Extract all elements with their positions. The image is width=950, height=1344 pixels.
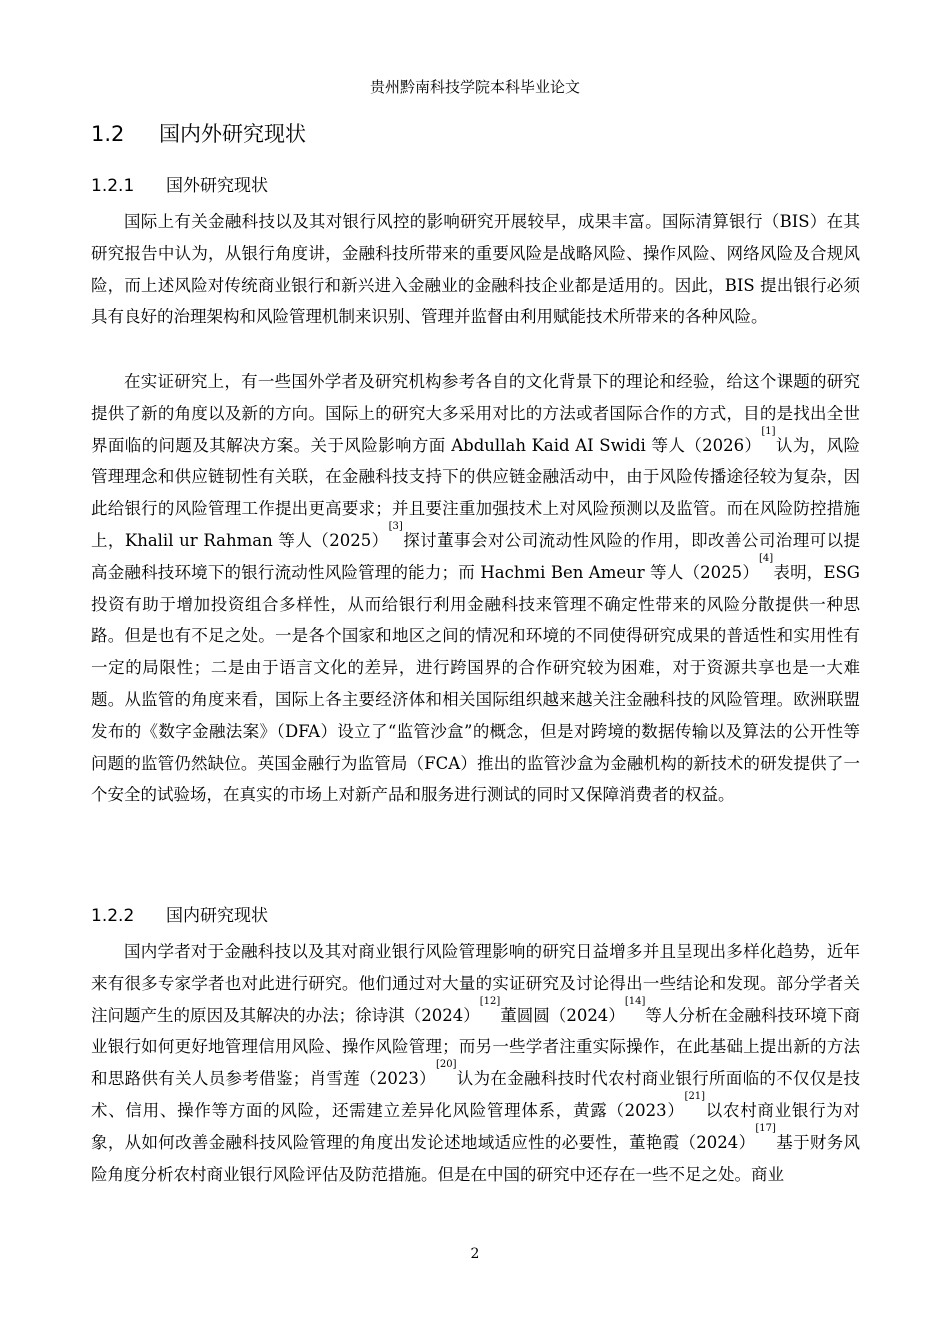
citation-ref: [20] bbox=[435, 1059, 457, 1071]
paragraph-empirical-research bbox=[91, 366, 860, 811]
citation-ref: [21] bbox=[684, 1090, 706, 1102]
section-number: 1.2 bbox=[91, 122, 125, 146]
subsection-number: 1.2.1 bbox=[91, 176, 135, 196]
subsection-title: 国内研究现状 bbox=[166, 906, 268, 926]
citation-ref: [14] bbox=[624, 995, 646, 1007]
subsection-heading-foreign bbox=[91, 171, 268, 196]
citation-ref: [3] bbox=[388, 520, 403, 532]
paragraph-domestic-research bbox=[91, 936, 860, 1190]
text-run: 表明，ESG 投资有助于增加投资组合多样性，从而给银行利用金融科技来管理不确定性带来的风险分散提供一种思路。但是也有不足之处。一是各个国家和地区之间的情况和环境的不同使得研究成果的普适性和实用性有一定的局限性；二是由于语言文化的差异，进行跨国界的合作研究较为困难，对于资源共享也是一大难题。从监管的角度来看，国际上各主要经济体和相关国际组织越来越关注金融科技的风险管理。欧洲联盟发布的《数字金融法案》（DFA）设立了“监管沙盒”的概念，但是对跨境的数据传输以及算法的公开性等问题的监管仍然缺位。英国金融行为监管局（FCA）推出的监管沙盒为金融机构的新技术的研发提供了一个安全的试验场，在真实的市场上对新产品和服务进行测试的同时又保障消费者的权益。 bbox=[91, 562, 860, 805]
page-number: 2 bbox=[470, 1246, 480, 1262]
text-run: 探讨董事会对公司流动性风险的作用，即改善公司治理可以提高金融科技环境下的银行流动性风险管理的能力；而 Hachmi Ben Ameur 等人（2025） bbox=[91, 530, 860, 582]
section-title: 国内外研究现状 bbox=[159, 122, 306, 146]
text-run: 国内学者对于金融科技以及其对商业银行风险管理影响的研究日益增多并且呈现出多样化趋势，近年来有很多专家学者也对此进行研究。他们通过对大量的实证研究及讨论得出一些结论和发现。部分学者关注问题产生的原因及其解决的办法；徐诗淇（2024） bbox=[91, 942, 860, 1025]
citation-ref: [1] bbox=[761, 425, 776, 437]
text-run: 认为，风险管理理念和供应链韧性有关联，在金融科技支持下的供应链金融活动中，由于风险传播途径较为复杂，因此给银行的风险管理工作提出更高要求；并且要注重加强技术上对风险预测以及监管。而在风险防控措施上，Khalil ur Rahman 等人（2025） bbox=[91, 435, 860, 550]
running-header: 贵州黔南科技学院本科毕业论文 bbox=[369, 78, 580, 96]
subsection-number: 1.2.2 bbox=[91, 906, 135, 926]
text-run: 以农村商业银行为对象，从如何改善金融科技风险管理的角度出发论述地域适应性的必要性，董艳霞（2024） bbox=[91, 1100, 861, 1152]
citation-ref: [17] bbox=[755, 1122, 776, 1134]
text-run: 基于财务风险角度分析农村商业银行风险评估及防范措施。但是在中国的研究中还存在一些不足之处。商业 bbox=[91, 1132, 861, 1184]
text-run: 董圆圆（2024） bbox=[500, 1005, 625, 1025]
paragraph-bis: 国际上有关金融科技以及其对银行风控的影响研究开展较早，成果丰富。国际清算银行（BIS）在其研究报告中认为，从银行角度讲，金融科技所带来的重要风险是战略风险、操作风险、网络风险及合规风险，而上述风险对传统商业银行和新兴进入金融业的金融科技企业都是适用的。因此，BIS 提出银行必须具有良好的治理架构和风险管理机制来识别、管理并监督由利用赋能技术所带来的各种风险。 bbox=[91, 212, 860, 327]
citation-ref: [4] bbox=[759, 552, 774, 564]
section-heading bbox=[91, 118, 306, 148]
text-run: 认为在金融科技时代农村商业银行所面临的不仅仅是技术、信用、操作等方面的风险，还需建立差异化风险管理体系，黄露（2023） bbox=[91, 1069, 861, 1120]
text-run: 等人分析在金融科技环境下商业银行如何更好地管理信用风险、操作风险管理；而另一些学者注重实际操作，在此基础上提出新的方法和思路供有关人员参考借鉴；肖雪莲（2023） bbox=[91, 1005, 861, 1089]
text-run: 在实证研究上，有一些国外学者及研究机构参考各自的文化背景下的理论和经验，给这个课题的研究提供了新的角度以及新的方向。国际上的研究大多采用对比的方法或者国际合作的方式，目的是找出全世界面临的问题及其解决方案。关于风险影响方面 Abdullah Kaid AI Swidi 等人（2026） bbox=[91, 372, 860, 455]
subsection-title: 国外研究现状 bbox=[166, 176, 268, 196]
subsection-heading-domestic bbox=[91, 901, 268, 926]
citation-ref: [12] bbox=[479, 995, 501, 1007]
